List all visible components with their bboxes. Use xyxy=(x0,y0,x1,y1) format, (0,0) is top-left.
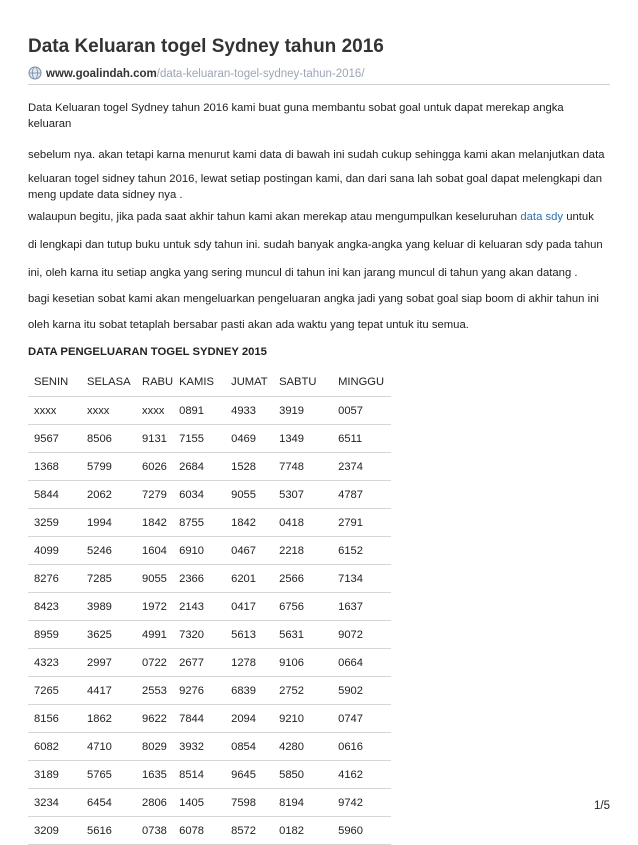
table-row xyxy=(28,537,391,565)
paragraph-intro: Data Keluaran togel Sydney tahun 2016 kami buat guna membantu sobat goal untuk dapat merekap angka keluaran xyxy=(28,102,564,130)
paragraph-6: ini, oleh karna itu setiap angka yang sering muncul di tahun ini kan jarang muncul di tahun yang akan datang . xyxy=(28,267,578,279)
table-cell: 7748 xyxy=(273,453,332,481)
column-header: SABTU xyxy=(273,368,332,397)
paragraph-5: di lengkapi dan tutup buku untuk sdy tahun ini. sudah banyak angka-angka yang keluar di keluaran sdy pada tahun xyxy=(28,239,603,251)
table-cell: 9106 xyxy=(273,649,332,677)
table-cell: 1637 xyxy=(332,593,391,621)
table-cell: 4099 xyxy=(28,537,81,565)
table-cell: 0747 xyxy=(332,705,391,733)
table-row xyxy=(28,677,391,705)
table-cell: 0722 xyxy=(136,649,173,677)
table-cell: 6201 xyxy=(225,565,273,593)
globe-icon xyxy=(28,66,42,80)
column-header: JUMAT xyxy=(225,368,273,397)
column-header: SELASA xyxy=(81,368,136,397)
paragraph-8: oleh karna itu sobat tetaplah bersabar pasti akan ada waktu yang tepat untuk itu semua. xyxy=(28,319,469,331)
table-cell: 0891 xyxy=(173,397,225,425)
source-line xyxy=(28,66,610,85)
table-cell: 0469 xyxy=(225,425,273,453)
table-cell: 1842 xyxy=(136,509,173,537)
table-cell: 9742 xyxy=(332,789,391,817)
source-path-link[interactable]: /data-keluaran-togel-sydney-tahun-2016/ xyxy=(156,68,365,80)
paragraph-7: bagi kesetian sobat kami akan mengeluarkan pengeluaran angka jadi yang sobat goal siap boom di akhir tahun ini xyxy=(28,293,599,305)
column-header: KAMIS xyxy=(173,368,225,397)
table-cell: 8029 xyxy=(136,733,173,761)
table-cell: 3259 xyxy=(28,509,81,537)
table-cell: 9622 xyxy=(136,705,173,733)
table-cell: 4323 xyxy=(28,649,81,677)
table-cell: 5616 xyxy=(81,817,136,845)
table-cell: 6839 xyxy=(225,677,273,705)
table-cell: 8423 xyxy=(28,593,81,621)
table-cell: 6152 xyxy=(332,537,391,565)
table-cell: 9276 xyxy=(173,677,225,705)
table-cell: 2752 xyxy=(273,677,332,705)
table-cell: 0854 xyxy=(225,733,273,761)
table-cell: 5631 xyxy=(273,621,332,649)
table-cell: 6511 xyxy=(332,425,391,453)
table-cell: 5765 xyxy=(81,761,136,789)
table-cell: 3932 xyxy=(173,733,225,761)
paragraph-2: sebelum nya. akan tetapi karna menurut kami data di bawah ini sudah cukup sehingga kami akan melanjutkan data xyxy=(28,149,605,161)
table-row xyxy=(28,733,391,761)
table-cell: 8156 xyxy=(28,705,81,733)
table-cell: 2684 xyxy=(173,453,225,481)
table-cell: 9131 xyxy=(136,425,173,453)
table-cell: 3989 xyxy=(81,593,136,621)
table-cell: 1405 xyxy=(173,789,225,817)
table-cell: 8755 xyxy=(173,509,225,537)
table-cell: 5844 xyxy=(28,481,81,509)
table-cell: 6026 xyxy=(136,453,173,481)
table-cell: 1862 xyxy=(81,705,136,733)
section-title: DATA PENGELUARAN TOGEL SYDNEY 2015 xyxy=(28,346,267,358)
table-cell: xxxx xyxy=(81,397,136,425)
table-cell: 0418 xyxy=(273,509,332,537)
table-cell: 3625 xyxy=(81,621,136,649)
table-cell: 1994 xyxy=(81,509,136,537)
table-cell: 1842 xyxy=(225,509,273,537)
table-cell: 3234 xyxy=(28,789,81,817)
table-cell: xxxx xyxy=(28,397,81,425)
paragraph-3: keluaran togel sidney tahun 2016, lewat setiap postingan kami, dan dari sana lah sobat goal dapat melengkapi dan meng update data sidney nya . xyxy=(28,173,603,201)
table-cell: 1604 xyxy=(136,537,173,565)
table-cell: 2997 xyxy=(81,649,136,677)
table-cell: 2677 xyxy=(173,649,225,677)
table-body xyxy=(28,397,391,845)
table-cell: 9645 xyxy=(225,761,273,789)
table-cell: 0664 xyxy=(332,649,391,677)
table-cell: 4162 xyxy=(332,761,391,789)
table-cell: 1635 xyxy=(136,761,173,789)
table-cell: 4933 xyxy=(225,397,273,425)
table-cell: 2218 xyxy=(273,537,332,565)
table-cell: 2094 xyxy=(225,705,273,733)
column-header: SENIN xyxy=(28,368,81,397)
table-cell: 7598 xyxy=(225,789,273,817)
table-cell: 4991 xyxy=(136,621,173,649)
table-row xyxy=(28,425,391,453)
table-cell: 1368 xyxy=(28,453,81,481)
table-header-row xyxy=(28,368,391,397)
source-domain-link[interactable]: www.goalindah.com xyxy=(46,68,157,80)
table-cell: 8959 xyxy=(28,621,81,649)
table-row xyxy=(28,817,391,845)
table-cell: 4280 xyxy=(273,733,332,761)
table-cell: 8514 xyxy=(173,761,225,789)
data-sdy-link[interactable]: data sdy xyxy=(520,211,564,223)
table-row xyxy=(28,789,391,817)
table-cell: 5613 xyxy=(225,621,273,649)
column-header: RABU xyxy=(136,368,173,397)
paragraph-4-text-a: walaupun begitu, jika pada saat akhir tahun kami akan merekap atau mengumpulkan keseluruhan xyxy=(28,211,521,223)
table-row xyxy=(28,397,391,425)
table-cell: 3209 xyxy=(28,817,81,845)
table-cell: 2806 xyxy=(136,789,173,817)
paragraph-4 xyxy=(28,210,610,226)
table-cell: 0057 xyxy=(332,397,391,425)
table-cell: 4787 xyxy=(332,481,391,509)
table-row xyxy=(28,705,391,733)
table-cell: 9055 xyxy=(225,481,273,509)
table-cell: 0417 xyxy=(225,593,273,621)
table-cell: 2374 xyxy=(332,453,391,481)
table-row xyxy=(28,509,391,537)
table-cell: 6910 xyxy=(173,537,225,565)
table-cell: 0616 xyxy=(332,733,391,761)
table-cell: 7844 xyxy=(173,705,225,733)
table-cell: 2791 xyxy=(332,509,391,537)
table-cell: 9055 xyxy=(136,565,173,593)
table-cell: 1349 xyxy=(273,425,332,453)
table-cell: 2143 xyxy=(173,593,225,621)
table-cell: 6082 xyxy=(28,733,81,761)
table-cell: 3189 xyxy=(28,761,81,789)
table-cell: 4417 xyxy=(81,677,136,705)
table-cell: 7265 xyxy=(28,677,81,705)
page-title: Data Keluaran togel Sydney tahun 2016 xyxy=(28,36,384,57)
table-row xyxy=(28,649,391,677)
table-cell: 8276 xyxy=(28,565,81,593)
table-cell: 2062 xyxy=(81,481,136,509)
table-cell: 0467 xyxy=(225,537,273,565)
table-cell: 5960 xyxy=(332,817,391,845)
table-row xyxy=(28,565,391,593)
table-cell: 5850 xyxy=(273,761,332,789)
table-cell: 5307 xyxy=(273,481,332,509)
table-cell: 9072 xyxy=(332,621,391,649)
table-row xyxy=(28,593,391,621)
results-table xyxy=(28,368,391,845)
table-cell: 1972 xyxy=(136,593,173,621)
table-row xyxy=(28,453,391,481)
table-cell: 8194 xyxy=(273,789,332,817)
table-cell: 9210 xyxy=(273,705,332,733)
table-cell: 5902 xyxy=(332,677,391,705)
table-cell: 5799 xyxy=(81,453,136,481)
table-cell: 7279 xyxy=(136,481,173,509)
table-cell: 1528 xyxy=(225,453,273,481)
table-cell: 9567 xyxy=(28,425,81,453)
table-cell: 2566 xyxy=(273,565,332,593)
table-cell: 7320 xyxy=(173,621,225,649)
page-number: 1/5 xyxy=(594,800,610,812)
table-row xyxy=(28,621,391,649)
table-cell: 1278 xyxy=(225,649,273,677)
table-cell: 6078 xyxy=(173,817,225,845)
table-cell: 6034 xyxy=(173,481,225,509)
column-header: MINGGU xyxy=(332,368,391,397)
table-cell: 6756 xyxy=(273,593,332,621)
table-cell: 0738 xyxy=(136,817,173,845)
table-cell: 7134 xyxy=(332,565,391,593)
table-cell: 4710 xyxy=(81,733,136,761)
table-cell: 0182 xyxy=(273,817,332,845)
paragraph-4-text-b: untuk xyxy=(563,211,594,223)
table-row xyxy=(28,761,391,789)
table-cell: 7285 xyxy=(81,565,136,593)
table-cell: 7155 xyxy=(173,425,225,453)
table-cell: 2366 xyxy=(173,565,225,593)
table-cell: 8506 xyxy=(81,425,136,453)
table-cell: xxxx xyxy=(136,397,173,425)
table-cell: 6454 xyxy=(81,789,136,817)
table-cell: 2553 xyxy=(136,677,173,705)
table-cell: 5246 xyxy=(81,537,136,565)
table-cell: 8572 xyxy=(225,817,273,845)
table-cell: 3919 xyxy=(273,397,332,425)
table-row xyxy=(28,481,391,509)
